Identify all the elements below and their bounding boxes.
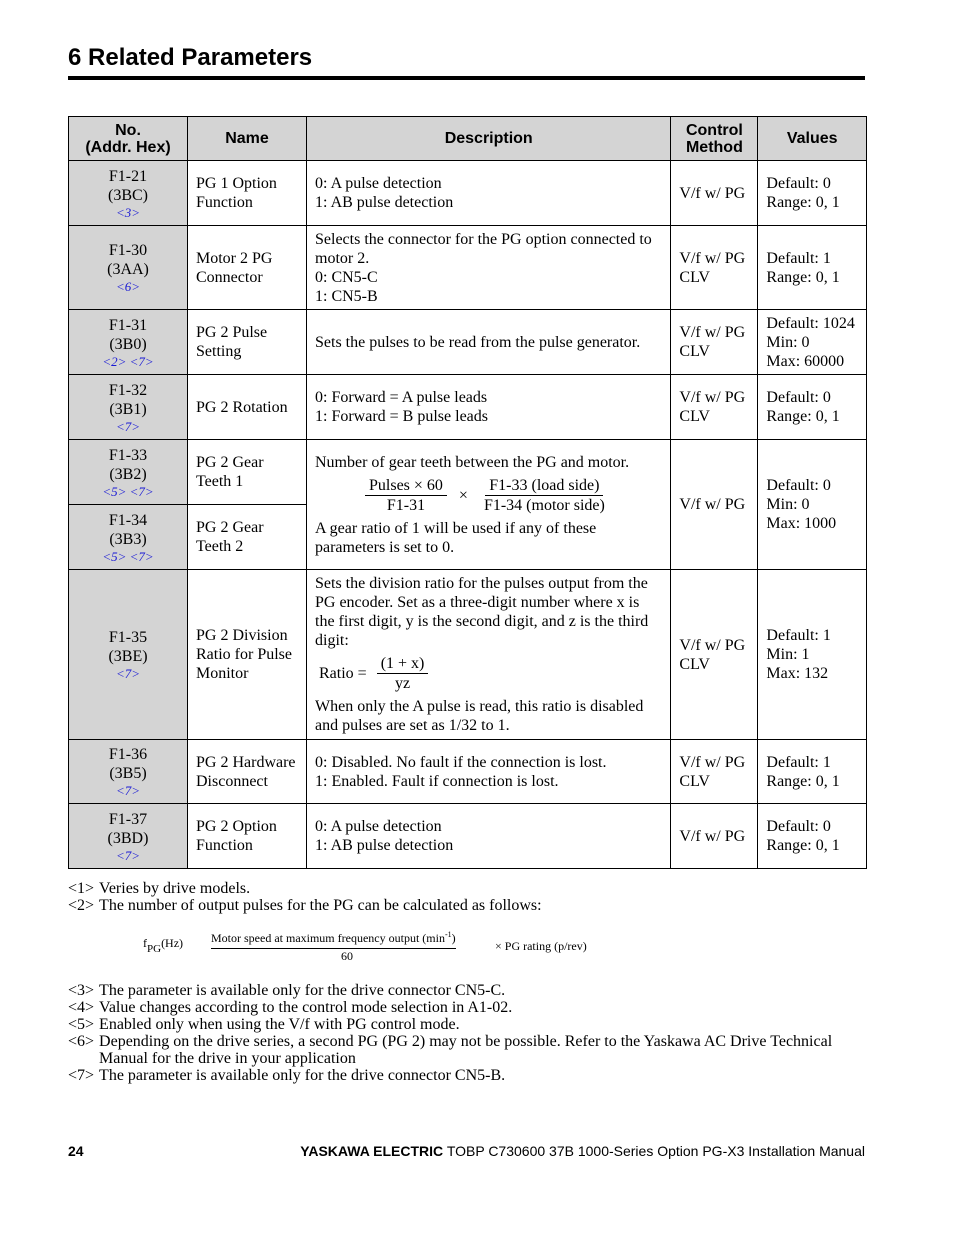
param-desc-cell: Sets the division ratio for the pulses output from the PG encoder. Set as a three-digit number where x is the first digit, y is the second digit, and z is the third digit: Ratio = $\frac{(1 + x)}{yz}$ When only the A pulse is read, this ratio is disabled and pulses are set as 1/32 to 1. [307, 570, 671, 740]
table-row [69, 570, 867, 740]
param-control-cell: V/f w/ PG [671, 161, 758, 226]
param-control-cell: V/f w/ PG CLV [671, 740, 758, 804]
param-values-cell: Default: 1 Min: 1 Max: 132 [758, 570, 867, 740]
param-no-cell: F1-34 (3B3) <5> <7> [69, 505, 188, 570]
param-control-cell: V/f w/ PG CLV [671, 310, 758, 375]
param-no-cell: F1-32 (3B1) <7> [69, 375, 188, 440]
footnote: <1> Veries by drive models. [68, 880, 251, 897]
param-control-cell: V/f w/ PG CLV [671, 375, 758, 440]
section-title: 6 Related Parameters [68, 44, 313, 71]
multiply-sign: × [458, 486, 468, 504]
param-values-cell: Default: 1 Range: 0, 1 [758, 740, 867, 804]
formula-denominator: 60 [341, 949, 353, 963]
footnote-ref-link[interactable]: <6> [115, 279, 141, 294]
header-name: Name [188, 117, 307, 161]
footnote: <3> The parameter is available only for the drive connector CN5-C. [68, 982, 506, 999]
formula-rhs: × PG rating (p/rev) [495, 939, 587, 953]
param-control-cell: V/f w/ PG CLV [671, 226, 758, 310]
footnote-ref-link[interactable]: <7> [115, 418, 141, 434]
header-control-method: Control Method [671, 117, 758, 161]
param-values-cell: Default: 1 Range: 0, 1 [758, 226, 867, 310]
footnote: <7> The parameter is available only for the drive connector CN5-B. [68, 1067, 506, 1084]
footnote-ref-link[interactable]: <5> <7> [102, 483, 154, 499]
manual-title: YASKAWA ELECTRIC TOBP C730600 37B 1000-Series Option PG-X3 Installation Manual [300, 1143, 865, 1159]
title-rule [68, 76, 865, 80]
footnote-ref-link[interactable]: <7> [115, 847, 141, 863]
param-name-cell: PG 2 Pulse Setting [188, 310, 307, 375]
footnote-ref-link[interactable]: <2> <7> [102, 353, 154, 369]
page-footer [68, 1143, 865, 1159]
param-no-cell: F1-33 (3B2) <5> <7> [69, 440, 188, 505]
pulses-fraction: $\frac{\text{Pulses × 60}}{F1-31}$ [365, 476, 447, 515]
param-desc-cell: 0: Disabled. No fault if the connection is lost. 1: Enabled. Fault if connection is lost. [307, 740, 671, 804]
param-name-cell: PG 2 Rotation [188, 375, 307, 440]
param-no-cell: F1-35 (3BE) <7> [69, 570, 188, 740]
header-values: Values [758, 117, 867, 161]
param-no-cell: F1-21 (3BC) <3> [69, 161, 188, 226]
header-no: No. (Addr. Hex) [69, 117, 188, 161]
param-desc-cell: 0: Forward = A pulse leads 1: Forward = B pulse leads [307, 375, 671, 440]
param-no-cell: F1-30 (3AA) <6> [69, 226, 188, 310]
formula-numerator: Motor speed at maximum frequency output $(\min^{-1})$ [211, 930, 456, 949]
footnote: <5> Enabled only when using the V/f with PG control mode. [68, 1016, 460, 1033]
param-values-cell: Default: 0 Range: 0, 1 [758, 161, 867, 226]
page-number: 24 [68, 1143, 84, 1159]
formula-lhs: fPG(Hz) [143, 936, 184, 955]
table-row [69, 440, 867, 505]
footnote: <4> Value changes according to the control mode selection in A1-02. [68, 999, 513, 1016]
table-row [69, 310, 867, 375]
footnote: <6> Depending on the drive series, a second PG (PG 2) may not be possible. Refer to the Yaskawa AC Drive Technical Manual for the drive in your application [68, 1033, 833, 1067]
footnote-ref-link[interactable]: <5> <7> [102, 548, 154, 564]
param-no-cell: F1-31 (3B0) <2> <7> [69, 310, 188, 375]
param-values-cell: Default: 0 Range: 0, 1 [758, 375, 867, 440]
table-row [69, 740, 867, 804]
table-row [69, 375, 867, 440]
param-values-cell: Default: 0 Range: 0, 1 [758, 804, 867, 869]
param-name-cell: PG 1 Option Function [188, 161, 307, 226]
param-no-cell: F1-37 (3BD) <7> [69, 804, 188, 869]
param-name-cell: PG 2 Option Function [188, 804, 307, 869]
param-values-cell: Default: 1024 Min: 0 Max: 60000 [758, 310, 867, 375]
param-name-cell: Motor 2 PG Connector [188, 226, 307, 310]
param-control-cell: V/f w/ PG [671, 804, 758, 869]
param-name-cell: PG 2 Hardware Disconnect [188, 740, 307, 804]
footnote: <2> The number of output pulses for the PG can be calculated as follows: [68, 897, 542, 914]
footnote-ref-link[interactable]: <3> [115, 204, 141, 220]
gear-desc-cell: Number of gear teeth between the PG and motor. $\frac{\text{Pulses × 60}}{F1-31}$ × $\frac{\text{F1-33 (load side)}}{\text{F1-34 (motor side)}}$ A gear ratio of 1 will be used if any of these parameters is set to 0. [307, 440, 671, 570]
footnote-ref-link[interactable]: <7> [115, 783, 141, 798]
parameter-table [68, 116, 867, 869]
param-control-cell: V/f w/ PG CLV [671, 570, 758, 740]
param-desc-cell: 0: A pulse detection 1: AB pulse detection [307, 804, 671, 869]
gear-ratio-equation [365, 476, 662, 515]
table-row [69, 161, 867, 226]
table-header-row [69, 117, 867, 161]
param-desc-cell: 0: A pulse detection 1: AB pulse detection [307, 161, 671, 226]
param-values-cell: Default: 0 Min: 0 Max: 1000 [758, 440, 867, 570]
param-name-cell: PG 2 Gear Teeth 1 [188, 440, 307, 505]
param-desc-cell: Sets the pulses to be read from the pulse generator. [307, 310, 671, 375]
param-no-cell: F1-36 (3B5) <7> [69, 740, 188, 804]
pg-frequency-formula [143, 928, 613, 968]
footnote-ref-link[interactable]: <7> [115, 666, 141, 681]
param-name-cell: PG 2 Division Ratio for Pulse Monitor [188, 570, 307, 740]
param-desc-cell: Selects the connector for the PG option connected to motor 2. 0: CN5-C 1: CN5-B [307, 226, 671, 310]
table-row [69, 804, 867, 869]
footnotes-top [68, 880, 868, 914]
table-row [69, 226, 867, 310]
param-control-cell: V/f w/ PG [671, 440, 758, 570]
gear-teeth-fraction: $\frac{\text{F1-33 (load side)}}{\text{F1-34 (motor side)}}$ [483, 476, 605, 514]
division-ratio-equation: Ratio = $\frac{(1 + x)}{yz}$ [319, 654, 662, 693]
param-name-cell: PG 2 Gear Teeth 2 [188, 505, 307, 570]
footnotes-bottom [68, 982, 868, 1084]
header-description: Description [307, 117, 671, 161]
